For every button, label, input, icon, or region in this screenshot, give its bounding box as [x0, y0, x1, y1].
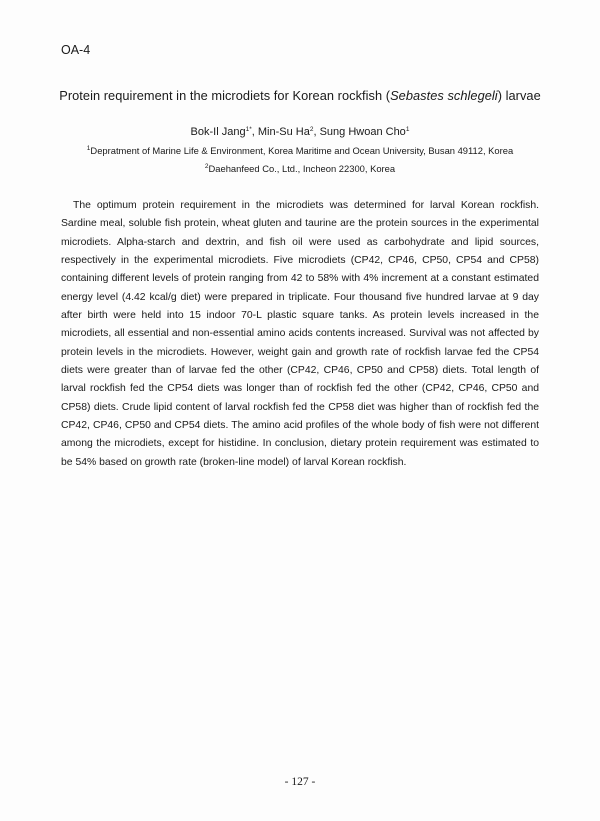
abstract-body: The optimum protein requirement in the microdiets was determined for larval Korean rockfish. Sardine meal, soluble fish protein, wheat gluten and taurine are the protein sources in the experimental microdiets. Alpha-starch and dextrin, and fish oil were used as carbohydrate and lipid sources, respectively in the experimental microdiets. Five microdiets (CP42, CP46, CP50, CP54 and CP58) containing different levels of protein ranging from 42 to 58% with 4% increment at a constant estimated energy level (4.42 kcal/g diet) were prepared in triplicate. Four thousand five hundred larvae at 9 day after birth were held into 15 indoor 70-L plastic square tanks. As protein levels increased in the microdiets, all essential and non-essential amino acids contents increased. Survival was not affected by protein levels in the microdiets. However, weight gain and growth rate of rockfish larvae fed the CP54 diets were greater than of larvae fed the other (CP42, CP46, CP50 and CP58) diets. Total length of larval rockfish fed the CP54 diets was longer than of rockfish fed the other (CP42, CP46, CP50 and CP58) diets. Crude lipid content of larval rockfish fed the CP58 diet was higher than of rockfish fed the CP42, CP46, CP50 and CP54 diets. The amino acid profiles of the whole body of fish were not different among the microdiets, except for histidine. In conclusion, dietary protein requirement was estimated to be 54% based on growth rate (broken-line model) of larval Korean rockfish. [61, 200, 539, 468]
abstract-code: OA-4 [61, 43, 91, 57]
author-list [0, 126, 600, 138]
author-separator: , [251, 126, 258, 138]
paper-title [0, 88, 600, 103]
affiliation-text: Daehanfeed Co., Ltd., Incheon 22300, Korea [208, 163, 396, 174]
affiliation-2 [0, 163, 600, 174]
author-name: Sung Hwoan Cho [319, 126, 406, 138]
page-number: - 127 - [284, 776, 316, 788]
author-affiliation-mark: 1* [245, 126, 252, 133]
author-name: Bok-Il Jang [190, 126, 246, 138]
author-separator: , [313, 126, 320, 138]
author-name: Min-Su Ha [257, 126, 310, 138]
author-affiliation-mark: 2 [309, 126, 314, 133]
title-text: Protein requirement in the microdiets for Korean rockfish ( [59, 88, 391, 103]
author-affiliation-mark: 1 [405, 126, 410, 133]
affiliation-1 [0, 145, 600, 156]
title-suffix: ) larvae [497, 88, 541, 103]
affiliation-text: Depratment of Marine Life & Environment, Korea Maritime and Ocean University, Busan 49112, Korea [90, 145, 514, 156]
species-name: Sebastes schlegeli [390, 88, 498, 103]
affiliation-mark: 2 [204, 163, 209, 170]
affiliation-mark: 1 [86, 145, 91, 152]
